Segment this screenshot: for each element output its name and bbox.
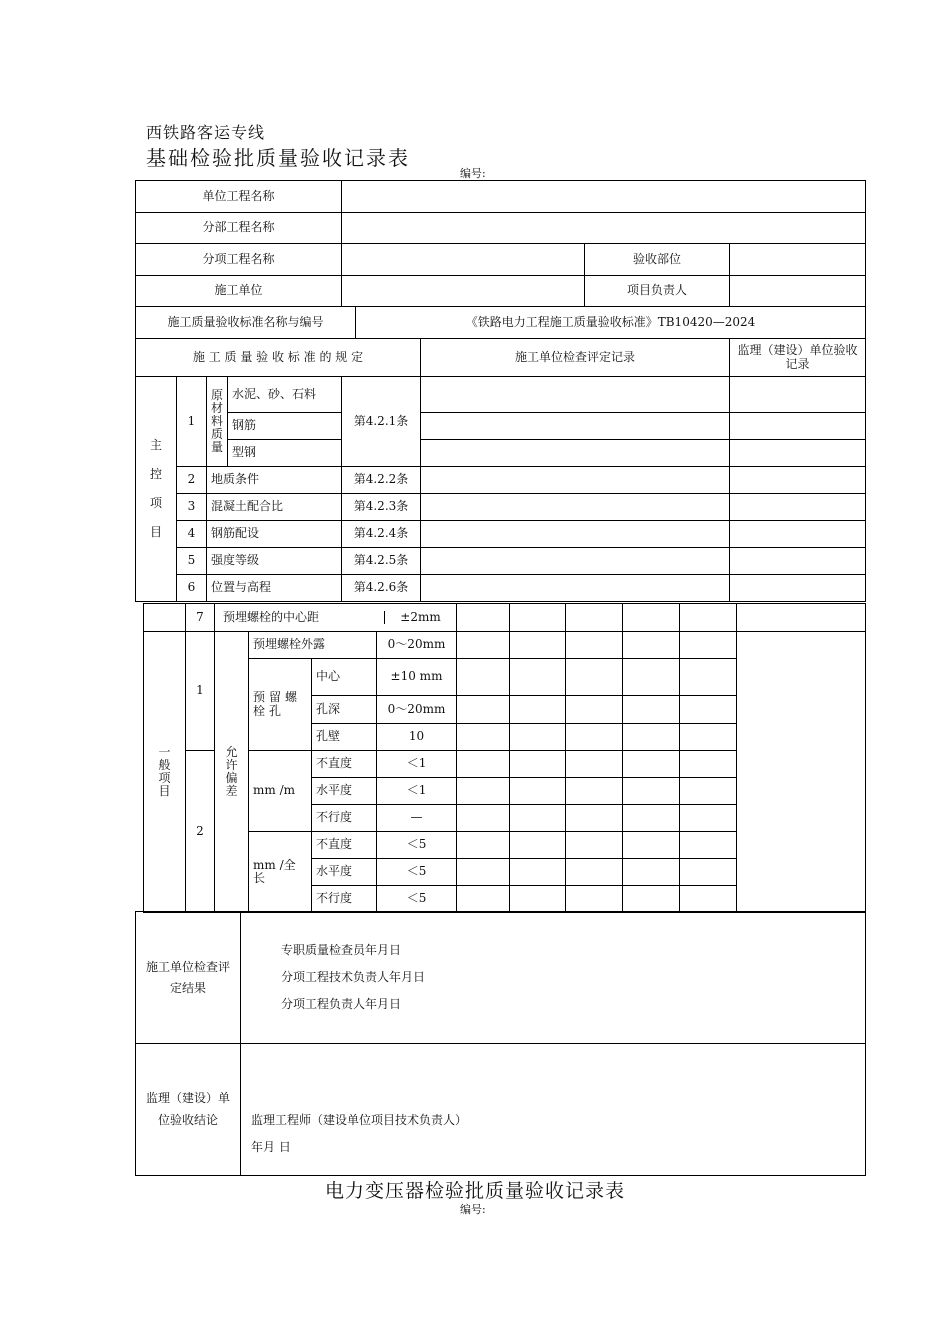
hole-wall-check-1[interactable] (457, 724, 510, 751)
item1-row3-supervision-field[interactable] (730, 440, 866, 467)
hole-depth-check-2[interactable] (510, 696, 566, 724)
full-length-parallelism-check-1[interactable] (457, 886, 510, 913)
number-label: 编号: (460, 167, 486, 180)
item5-name: 强度等级 (207, 548, 342, 575)
document-subtitle: 西铁路客运专线 (146, 123, 266, 142)
full-length-straightness-check-3[interactable] (566, 832, 623, 859)
subitem-project-field[interactable] (342, 244, 585, 276)
hole-depth-check-4[interactable] (623, 696, 680, 724)
exposed-bolt-tolerance: 0～20mm (377, 632, 457, 659)
hole-wall-check-2[interactable] (510, 724, 566, 751)
item1-row2-check-field[interactable] (421, 413, 730, 440)
item1-row3-check-field[interactable] (421, 440, 730, 467)
general-items-label: 一般项目 (144, 632, 186, 913)
exposed-bolt-name: 预埋螺栓外露 (249, 632, 377, 659)
exposed-bolt-check-1[interactable] (457, 632, 510, 659)
full-length-parallelism-check-2[interactable] (510, 886, 566, 913)
hole-center-check-3[interactable] (566, 659, 623, 696)
full-length-parallelism-check-4[interactable] (623, 886, 680, 913)
standard-rules-header: 施 工 质 量 验 收 标 准 的 规 定 (136, 339, 421, 377)
construction-unit-label: 施工单位 (136, 276, 342, 307)
hole-depth-name: 孔深 (312, 696, 377, 724)
item4-name: 钢筋配设 (207, 521, 342, 548)
hole-center-check-4[interactable] (623, 659, 680, 696)
full-length-unit: mm /全长 (249, 832, 312, 913)
hole-depth-check-1[interactable] (457, 696, 510, 724)
acceptance-part-label: 验收部位 (585, 244, 730, 276)
per-m-level-check-2[interactable] (510, 778, 566, 805)
project-manager-field[interactable] (730, 276, 866, 307)
full-length-parallelism-check-5[interactable] (680, 886, 737, 913)
per-m-level-name: 水平度 (312, 778, 377, 805)
per-m-level-tolerance: ＜1 (377, 778, 457, 805)
item7-check-1[interactable] (457, 604, 510, 632)
full-length-straightness-check-5[interactable] (680, 832, 737, 859)
hole-wall-name: 孔壁 (312, 724, 377, 751)
supervising-engineer-line: 监理工程师（建设单位项目技术负责人） (251, 1113, 468, 1127)
item6-number: 6 (177, 575, 207, 602)
item7-name-cell (215, 604, 457, 632)
item2-name: 地质条件 (207, 467, 342, 494)
full-length-parallelism-check-3[interactable] (566, 886, 623, 913)
item2-check-field[interactable] (421, 467, 730, 494)
per-m-straightness-name: 不直度 (312, 751, 377, 778)
item6-clause: 第4.2.6条 (342, 575, 421, 602)
conclusion-date-line: 年月 日 (251, 1140, 291, 1155)
item5-clause: 第4.2.5条 (342, 548, 421, 575)
full-length-level-name: 水平度 (312, 859, 377, 886)
full-length-straightness-tolerance: ＜5 (377, 832, 457, 859)
full-length-level-tolerance: ＜5 (377, 859, 457, 886)
technical-lead-line: 分项工程技术负责人年月日 (281, 969, 426, 984)
per-m-parallelism-check-2[interactable] (510, 805, 566, 832)
full-length-straightness-name: 不直度 (312, 832, 377, 859)
item1-row1-check-field[interactable] (421, 377, 730, 413)
item1-row1-supervision-field[interactable] (730, 377, 866, 413)
item7-check-2[interactable] (510, 604, 566, 632)
full-length-parallelism-name: 不行度 (312, 886, 377, 913)
per-m-parallelism-check-3[interactable] (566, 805, 623, 832)
hole-wall-check-3[interactable] (566, 724, 623, 751)
acceptance-part-field[interactable] (730, 244, 866, 276)
info-and-main-control-table (135, 180, 866, 602)
general-supervision-field[interactable] (737, 632, 866, 913)
construction-unit-field[interactable] (342, 276, 585, 307)
item7-name: 预埋螺栓的中心距 (215, 611, 385, 624)
item3-supervision-field[interactable] (730, 494, 866, 521)
supervision-record-header: 监理（建设）单位验收记录 (730, 339, 866, 377)
hole-center-check-5[interactable] (680, 659, 737, 696)
item3-number: 3 (177, 494, 207, 521)
item1-category: 原材料质量 (207, 377, 228, 467)
per-m-parallelism-check-4[interactable] (623, 805, 680, 832)
per-m-parallelism-name: 不行度 (312, 805, 377, 832)
item4-clause: 第4.2.4条 (342, 521, 421, 548)
supervision-conclusion-label: 监理（建设）单位验收结论 (136, 1044, 241, 1176)
quality-inspector-line: 专职质量检查员年月日 (281, 942, 402, 957)
item1-row-rebar: 钢筋 (228, 413, 342, 440)
check-record-header: 施工单位检查评定记录 (421, 339, 730, 377)
item3-check-field[interactable] (421, 494, 730, 521)
item6-check-field[interactable] (421, 575, 730, 602)
item1-row-cement-sand-stone: 水泥、砂、石料 (228, 377, 342, 413)
unit-project-label: 单位工程名称 (136, 181, 342, 213)
per-m-level-check-1[interactable] (457, 778, 510, 805)
per-m-unit: mm /m (249, 751, 312, 832)
per-m-straightness-check-1[interactable] (457, 751, 510, 778)
hole-wall-check-5[interactable] (680, 724, 737, 751)
item1-row-section-steel: 型钢 (228, 440, 342, 467)
standard-name-label: 施工质量验收标准名称与编号 (136, 307, 356, 339)
exposed-bolt-check-2[interactable] (510, 632, 566, 659)
exposed-bolt-check-3[interactable] (566, 632, 623, 659)
per-m-parallelism-check-5[interactable] (680, 805, 737, 832)
item4-supervision-field[interactable] (730, 521, 866, 548)
division-project-label: 分部工程名称 (136, 213, 342, 244)
item7-number: 7 (186, 604, 215, 632)
hole-wall-check-4[interactable] (623, 724, 680, 751)
per-m-straightness-check-5[interactable] (680, 751, 737, 778)
item2-clause: 第4.2.2条 (342, 467, 421, 494)
supervision-conclusion-signatures[interactable] (241, 1044, 866, 1176)
item4-check-field[interactable] (421, 521, 730, 548)
hole-center-check-2[interactable] (510, 659, 566, 696)
item1-clause: 第4.2.1条 (342, 377, 421, 467)
hole-center-tolerance: ±10 mm (377, 659, 457, 696)
full-length-level-check-1[interactable] (457, 859, 510, 886)
item3-clause: 第4.2.3条 (342, 494, 421, 521)
per-m-straightness-check-2[interactable] (510, 751, 566, 778)
construction-result-label: 施工单位检查评定结果 (136, 912, 241, 1044)
hole-center-check-1[interactable] (457, 659, 510, 696)
item7-check-3[interactable] (566, 604, 623, 632)
full-length-straightness-check-2[interactable] (510, 832, 566, 859)
document-title: 基础检验批质量验收记录表 (146, 146, 410, 170)
per-m-level-check-5[interactable] (680, 778, 737, 805)
item1-row2-supervision-field[interactable] (730, 413, 866, 440)
full-length-level-check-5[interactable] (680, 859, 737, 886)
item7-tolerance: ±2mm (400, 609, 441, 624)
full-length-level-check-2[interactable] (510, 859, 566, 886)
results-table (135, 911, 866, 1176)
item5-check-field[interactable] (421, 548, 730, 575)
exposed-bolt-check-4[interactable] (623, 632, 680, 659)
unit-project-field[interactable] (342, 181, 866, 213)
project-manager-label: 项目负责人 (585, 276, 730, 307)
general-group1-number: 1 (186, 632, 215, 751)
item5-number: 5 (177, 548, 207, 575)
full-length-straightness-check-1[interactable] (457, 832, 510, 859)
subitem-project-label: 分项工程名称 (136, 244, 342, 276)
item7-check-4[interactable] (623, 604, 680, 632)
full-length-straightness-check-4[interactable] (623, 832, 680, 859)
main-control-label: 主控项目 (136, 377, 177, 602)
exposed-bolt-check-5[interactable] (680, 632, 737, 659)
item2-number: 2 (177, 467, 207, 494)
item4-number: 4 (177, 521, 207, 548)
hole-depth-tolerance: 0～20mm (377, 696, 457, 724)
standard-name-value: 《铁路电力工程施工质量验收标准》TB10420—2024 (356, 307, 866, 339)
hole-wall-tolerance: 10 (377, 724, 457, 751)
next-form-number-label: 编号: (460, 1203, 486, 1216)
reserved-hole-label: 预留螺栓孔 (249, 659, 312, 751)
item7-check-5[interactable] (680, 604, 737, 632)
general-top-blank (144, 604, 186, 632)
item6-name: 位置与高程 (207, 575, 342, 602)
per-m-level-check-3[interactable] (566, 778, 623, 805)
hole-depth-check-5[interactable] (680, 696, 737, 724)
next-form-title: 电力变压器检验批质量验收记录表 (324, 1180, 625, 1202)
general-items-table (143, 603, 866, 913)
per-m-straightness-check-3[interactable] (566, 751, 623, 778)
full-length-parallelism-tolerance: ＜5 (377, 886, 457, 913)
project-lead-line: 分项工程负责人年月日 (281, 997, 402, 1012)
allowable-deviation-label: 允许偏差 (215, 632, 249, 913)
hole-center-name: 中心 (312, 659, 377, 696)
per-m-straightness-tolerance: ＜1 (377, 751, 457, 778)
full-length-level-check-4[interactable] (623, 859, 680, 886)
item2-supervision-field[interactable] (730, 467, 866, 494)
general-group2-number: 2 (186, 751, 215, 913)
construction-result-signatures[interactable] (241, 912, 866, 1044)
per-m-parallelism-tolerance: — (377, 805, 457, 832)
division-project-field[interactable] (342, 213, 866, 244)
per-m-parallelism-check-1[interactable] (457, 805, 510, 832)
hole-depth-check-3[interactable] (566, 696, 623, 724)
item7-supervision-field[interactable] (737, 604, 866, 632)
full-length-level-check-3[interactable] (566, 859, 623, 886)
item6-supervision-field[interactable] (730, 575, 866, 602)
per-m-level-check-4[interactable] (623, 778, 680, 805)
item3-name: 混凝土配合比 (207, 494, 342, 521)
per-m-straightness-check-4[interactable] (623, 751, 680, 778)
item5-supervision-field[interactable] (730, 548, 866, 575)
item1-number: 1 (177, 377, 207, 467)
